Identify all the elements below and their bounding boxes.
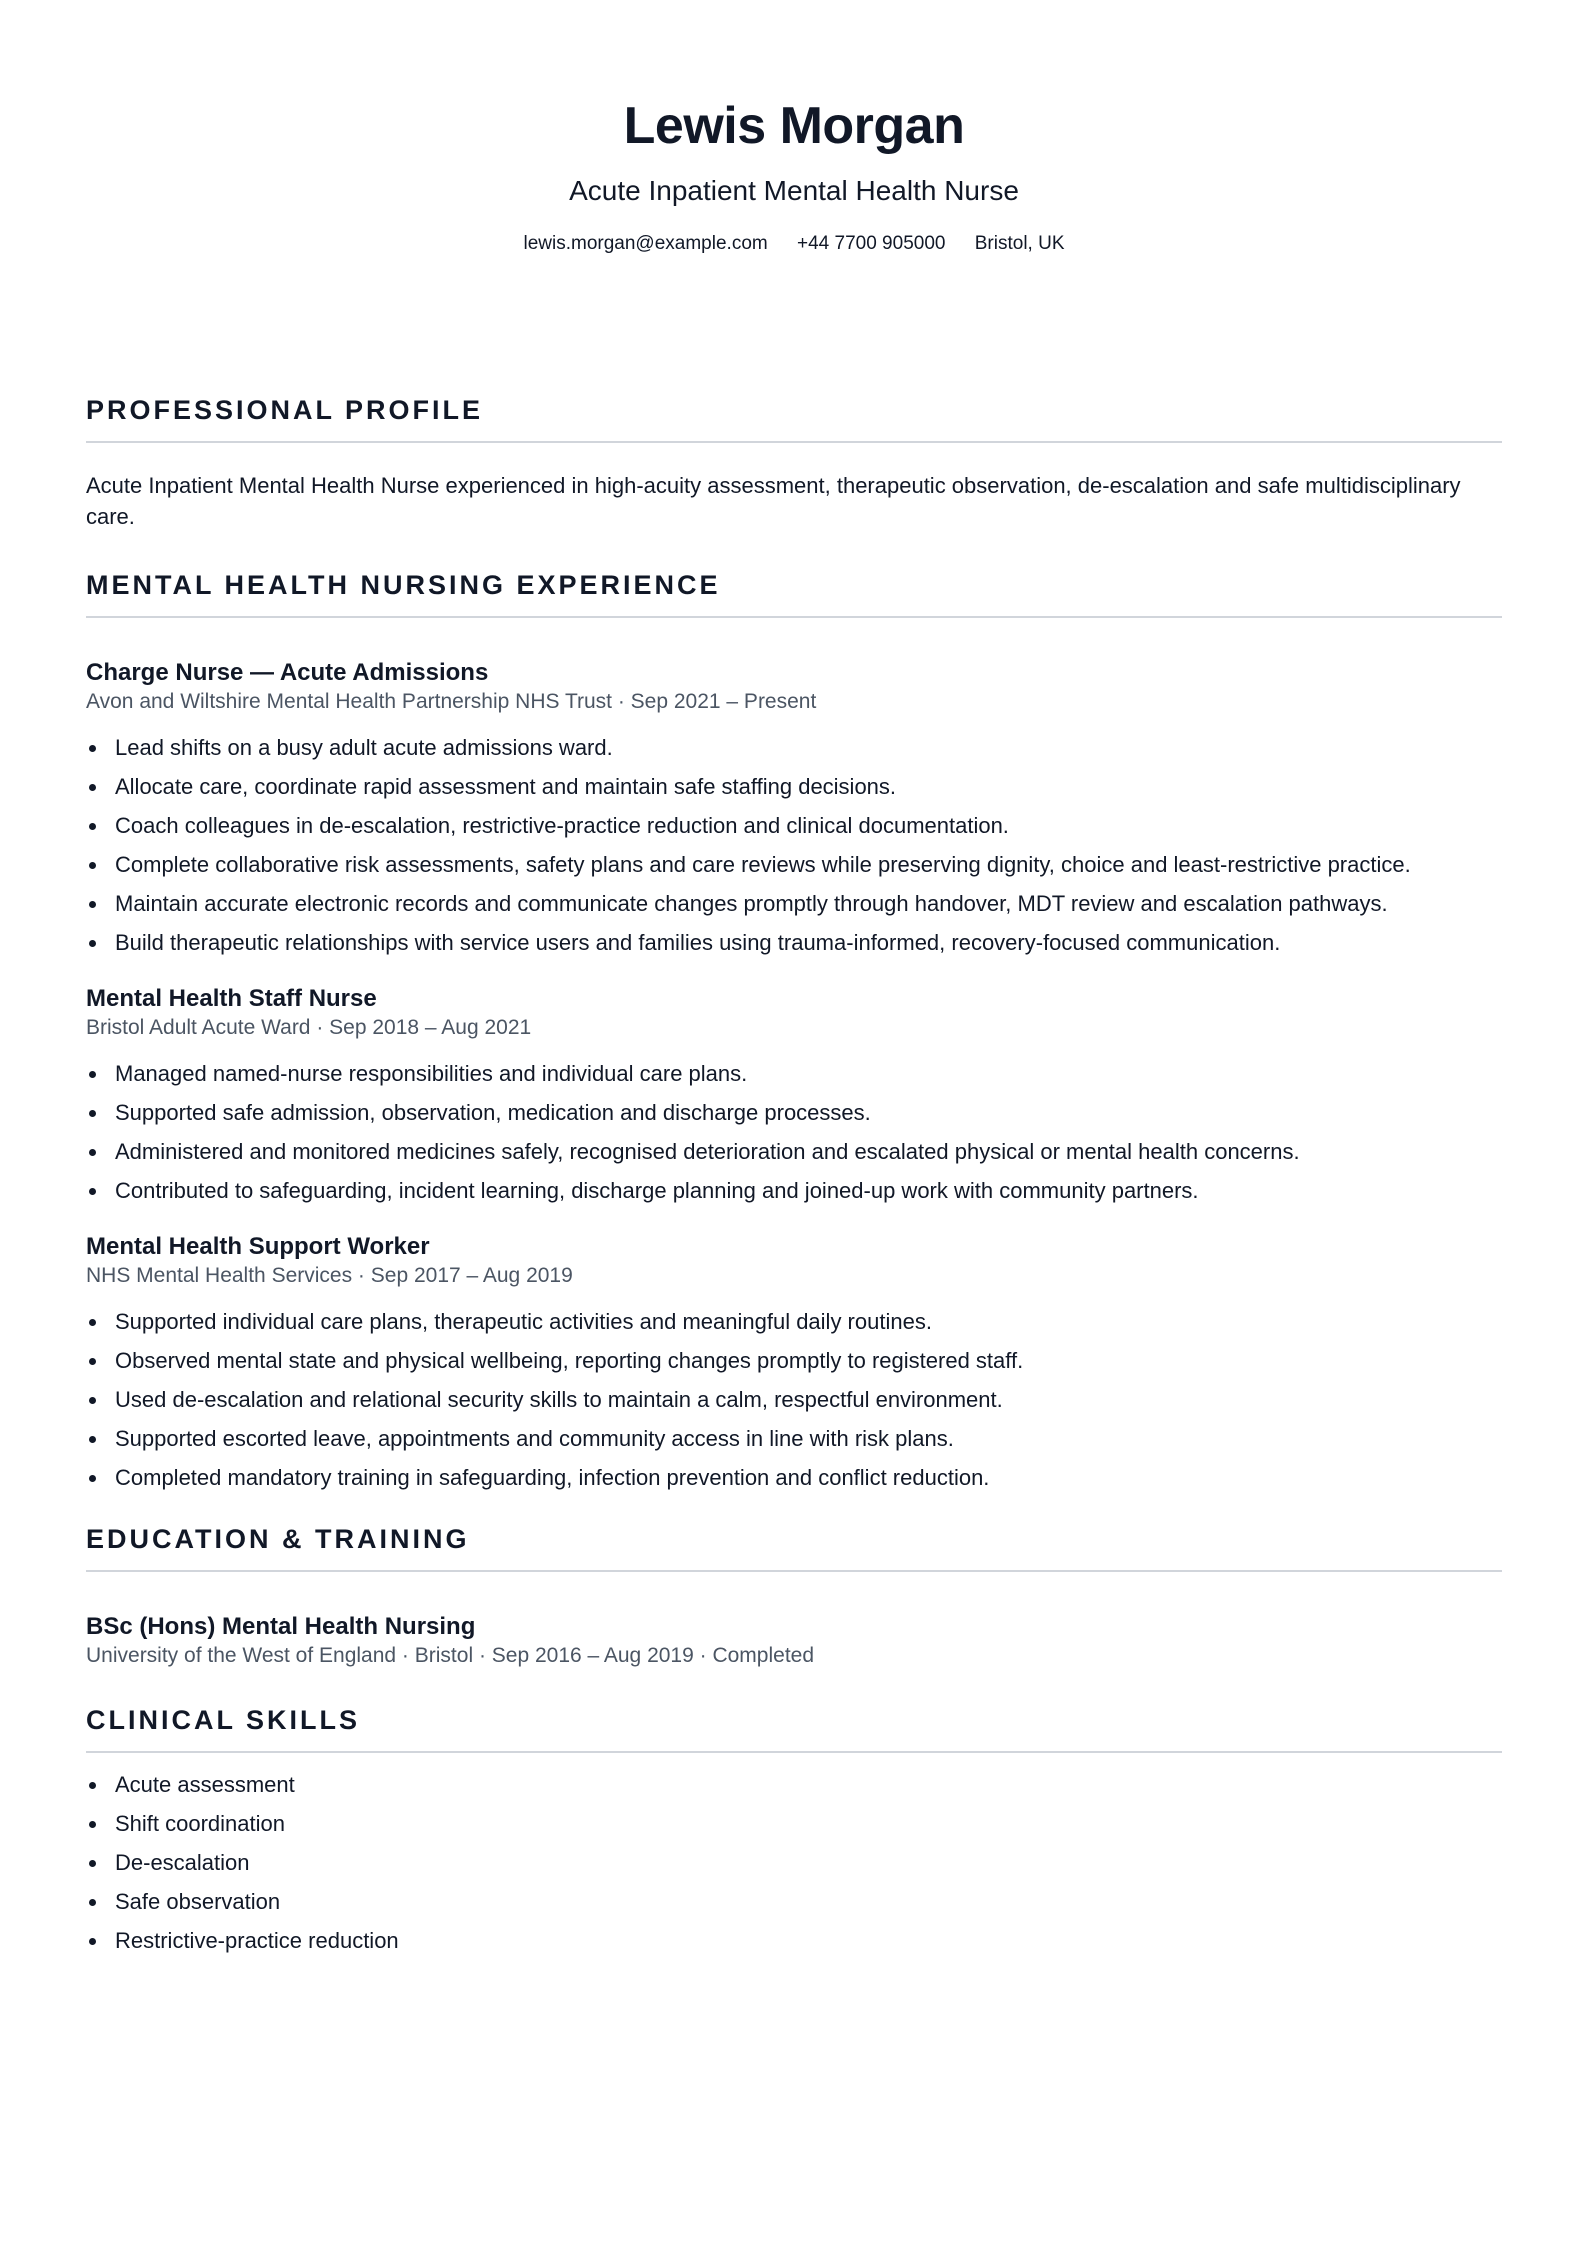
job-role: Charge Nurse — Acute Admissions [86, 659, 489, 686]
list-item: Lead shifts on a busy adult acute admissions ward. [86, 734, 1502, 761]
list-item: Contributed to safeguarding, incident learning, discharge planning and joined-up work with community partners. [86, 1177, 1502, 1204]
contact-email: lewis.morgan@example.com [523, 233, 768, 254]
section-divider [86, 1570, 1502, 1572]
list-item: Safe observation [86, 1888, 1502, 1915]
skills-section [86, 1704, 1502, 1954]
education-degree: BSc (Hons) Mental Health Nursing [86, 1613, 476, 1640]
list-item: Build therapeutic relationships with service users and families using trauma-informed, recovery-focused communication. [86, 929, 1502, 956]
list-item: Shift coordination [86, 1810, 1502, 1837]
contact-line [86, 232, 1502, 256]
job-entry [86, 658, 1502, 956]
education-section [86, 1523, 1502, 1670]
section-heading-skills: CLINICAL SKILLS [86, 1705, 360, 1735]
list-item: Maintain accurate electronic records and communicate changes promptly through handover, MDT review and escalation pathways. [86, 890, 1502, 917]
job-meta: Bristol Adult Acute Ward · Sep 2018 – Aug 2021 [86, 1016, 532, 1039]
job-role: Mental Health Staff Nurse [86, 985, 377, 1012]
list-item: Observed mental state and physical wellbeing, reporting changes promptly to registered staff. [86, 1347, 1502, 1374]
section-divider [86, 616, 1502, 618]
list-item: Restrictive-practice reduction [86, 1927, 1502, 1954]
list-item: Completed mandatory training in safeguarding, infection prevention and conflict reduction. [86, 1464, 1502, 1491]
education-meta: University of the West of England · Bristol · Sep 2016 – Aug 2019 · Completed [86, 1644, 815, 1667]
profile-section [86, 394, 1502, 532]
list-item: Administered and monitored medicines safely, recognised deterioration and escalated physical or mental health concerns. [86, 1138, 1502, 1165]
job-bullets [86, 734, 1502, 956]
job-role: Mental Health Support Worker [86, 1233, 430, 1260]
job-bullets [86, 1060, 1502, 1204]
job-entry [86, 984, 1502, 1204]
list-item: Coach colleagues in de-escalation, restrictive-practice reduction and clinical documentation. [86, 812, 1502, 839]
skills-list [86, 1771, 1502, 1954]
section-divider [86, 441, 1502, 443]
education-entry [86, 1612, 1502, 1670]
resume-header [86, 96, 1502, 256]
list-item: Managed named-nurse responsibilities and individual care plans. [86, 1060, 1502, 1087]
list-item: Allocate care, coordinate rapid assessment and maintain safe staffing decisions. [86, 773, 1502, 800]
job-entry [86, 1232, 1502, 1491]
job-meta: NHS Mental Health Services · Sep 2017 – Aug 2019 [86, 1264, 573, 1287]
list-item: Supported individual care plans, therapeutic activities and meaningful daily routines. [86, 1308, 1502, 1335]
section-heading-education: EDUCATION & TRAINING [86, 1524, 470, 1554]
list-item: De-escalation [86, 1849, 1502, 1876]
candidate-name: Lewis Morgan [623, 97, 965, 155]
list-item: Used de-escalation and relational security skills to maintain a calm, respectful environment. [86, 1386, 1502, 1413]
list-item: Supported escorted leave, appointments and community access in line with risk plans. [86, 1425, 1502, 1452]
job-bullets [86, 1308, 1502, 1491]
list-item: Supported safe admission, observation, medication and discharge processes. [86, 1099, 1502, 1126]
section-heading-experience: MENTAL HEALTH NURSING EXPERIENCE [86, 570, 721, 600]
section-heading-profile: PROFESSIONAL PROFILE [86, 395, 484, 425]
list-item: Complete collaborative risk assessments, safety plans and care reviews while preserving dignity, choice and least-restrictive practice. [86, 851, 1502, 878]
candidate-title: Acute Inpatient Mental Health Nurse [569, 175, 1019, 206]
profile-summary: Acute Inpatient Mental Health Nurse experienced in high-acuity assessment, therapeutic observation, de-escalation and safe multidisciplinary care. [86, 473, 1461, 529]
experience-section [86, 569, 1502, 1491]
section-divider [86, 1751, 1502, 1753]
list-item: Acute assessment [86, 1771, 1502, 1798]
contact-location: Bristol, UK [974, 233, 1065, 254]
job-meta: Avon and Wiltshire Mental Health Partnership NHS Trust · Sep 2021 – Present [86, 690, 817, 713]
contact-phone: +44 7700 905000 [797, 233, 946, 254]
